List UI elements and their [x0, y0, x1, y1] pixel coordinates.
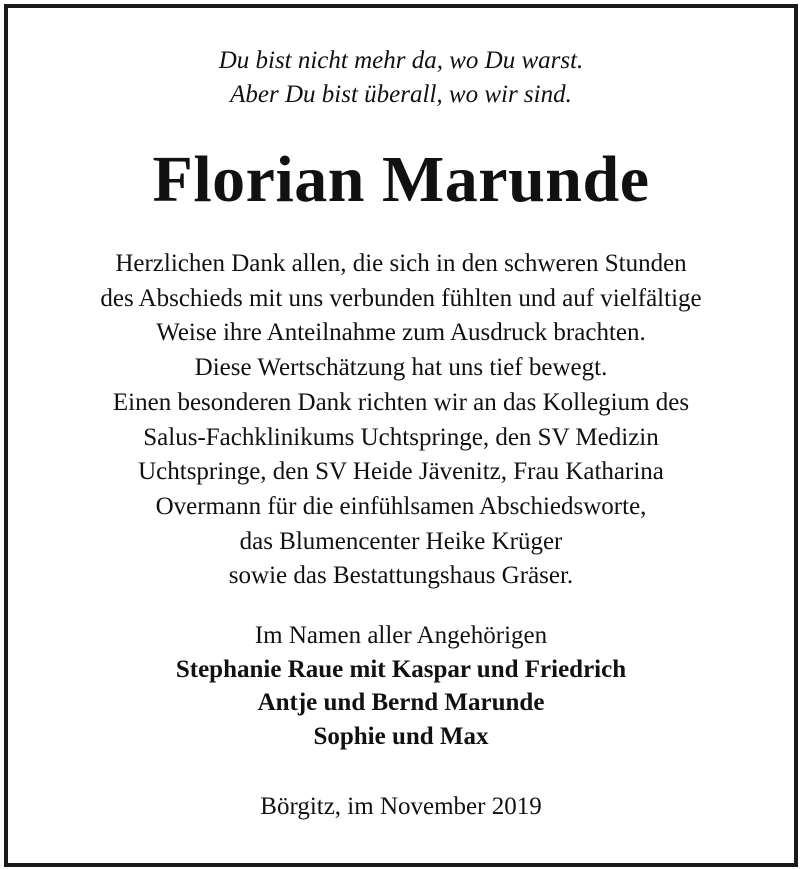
- message-line: des Abschieds mit uns verbunden fühlten und auf vielfältige: [100, 284, 702, 312]
- message-line: Uchtspringe, den SV Heide Jävenitz, Frau Katharina: [138, 458, 664, 486]
- signatory: Antje und Bernd Marunde: [257, 689, 545, 716]
- motto-line-2: Aber Du bist überall, wo wir sind.: [230, 81, 572, 108]
- closing-section: [8, 619, 794, 753]
- place-date: Börgitz, im November 2019: [260, 793, 542, 820]
- message-line: Herzlichen Dank allen, die sich in den schweren Stunden: [115, 250, 687, 277]
- signatory: Stephanie Raue mit Kaspar und Friedrich: [175, 655, 627, 683]
- closing-intro: Im Namen aller Angehörigen: [254, 622, 548, 649]
- message-line: Salus-Fachklinikums Uchtspringe, den SV Medizin: [143, 423, 659, 451]
- deceased-name: Florian Marunde: [152, 143, 650, 216]
- signatory: Sophie und Max: [313, 722, 489, 750]
- message-line: Diese Wertschätzung hat uns tief bewegt.: [194, 354, 608, 382]
- message-line: Weise ihre Anteilnahme zum Ausdruck brachten.: [156, 319, 646, 347]
- notice-frame: [4, 4, 798, 867]
- notice-content: [8, 8, 794, 863]
- message-line: sowie das Bestattungshaus Gräser.: [228, 562, 574, 590]
- motto: [8, 44, 794, 112]
- thank-you-message: [8, 247, 794, 594]
- message-line: das Blumencenter Heike Krüger: [239, 527, 563, 555]
- message-line: Overmann für die einfühlsamen Abschiedsworte,: [155, 492, 647, 520]
- motto-line-1: Du bist nicht mehr da, wo Du warst.: [218, 47, 584, 74]
- message-line: Einen besonderen Dank richten wir an das Kollegium des: [112, 388, 690, 416]
